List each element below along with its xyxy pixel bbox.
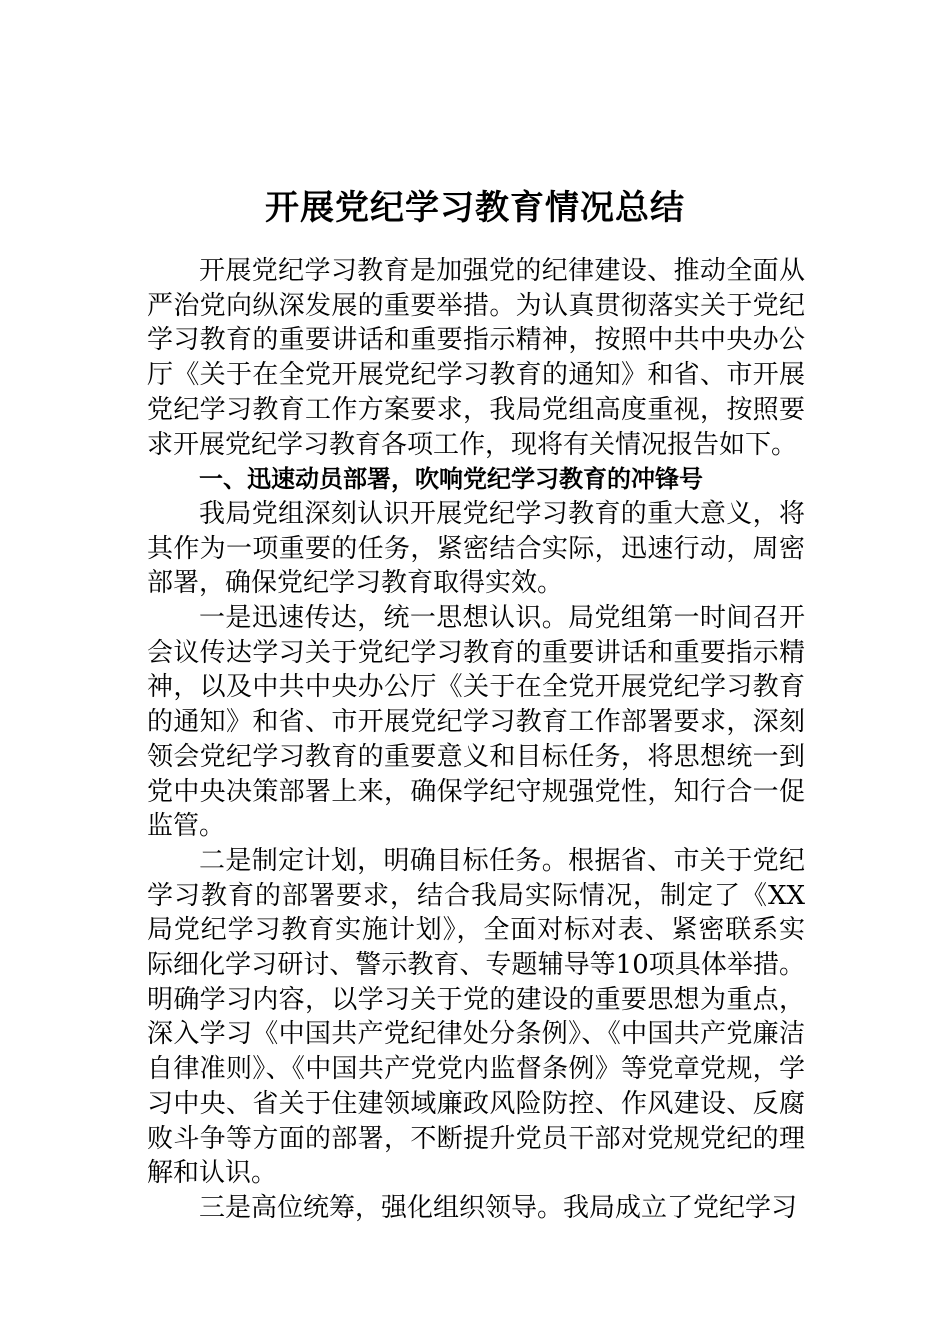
point-1-paragraph: 一是迅速传达，统一思想认识。局党组第一时间召开会议传达学习关于党纪学习教育的重要讲话和重要指示精神，以及中共中央办公厅《关于在全党开展党纪学习教育的通知》和省、市开展党纪学习教育工作部署要求，深刻领会党纪学习教育的重要意义和目标任务，将思想统一到党中央决策部署上来，确保学纪守规强党性，知行合一促监管。 bbox=[147, 603, 805, 842]
document-title: 开展党纪学习教育情况总结 bbox=[265, 187, 685, 228]
intro-paragraph: 开展党纪学习教育是加强党的纪律建设、推动全面从严治党向纵深发展的重要举措。为认真贯彻落实关于党纪学习教育的重要讲话和重要指示精神，按照中共中央办公厅《关于在全党开展党纪学习教育的通知》和省、市开展党纪学习教育工作方案要求，我局党组高度重视，按照要求开展党纪学习教育各项工作，现将有关情况报告如下。 bbox=[147, 256, 805, 460]
point-3-paragraph: 三是高位统筹，强化组织领导。我局成立了党纪学习 bbox=[199, 1192, 798, 1223]
document-body bbox=[147, 254, 805, 1226]
section-heading-1: 一、迅速动员部署，吹响党纪学习教育的冲锋号 bbox=[199, 465, 703, 494]
section-1-intro-paragraph: 我局党组深刻认识开展党纪学习教育的重大意义，将其作为一项重要的任务，紧密结合实际，迅速行动，周密部署，确保党纪学习教育取得实效。 bbox=[147, 498, 805, 599]
point-2-paragraph: 二是制定计划，明确目标任务。根据省、市关于党纪学习教育的部署要求，结合我局实际情况，制定了《XX局党纪学习教育实施计划》，全面对标对表、紧密联系实际细化学习研讨、警示教育、专题辅导等10项具体举措。明确学习内容，以学习关于党的建设的重要思想为重点，深入学习《中国共产党纪律处分条例》、《中国共产党廉洁自律准则》、《中国共产党党内监督条例》等党章党规，学习中央、省关于住建领域廉政风险防控、作风建设、反腐败斗争等方面的部署，不断提升党员干部对党规党纪的理解和认识。 bbox=[147, 845, 805, 1189]
